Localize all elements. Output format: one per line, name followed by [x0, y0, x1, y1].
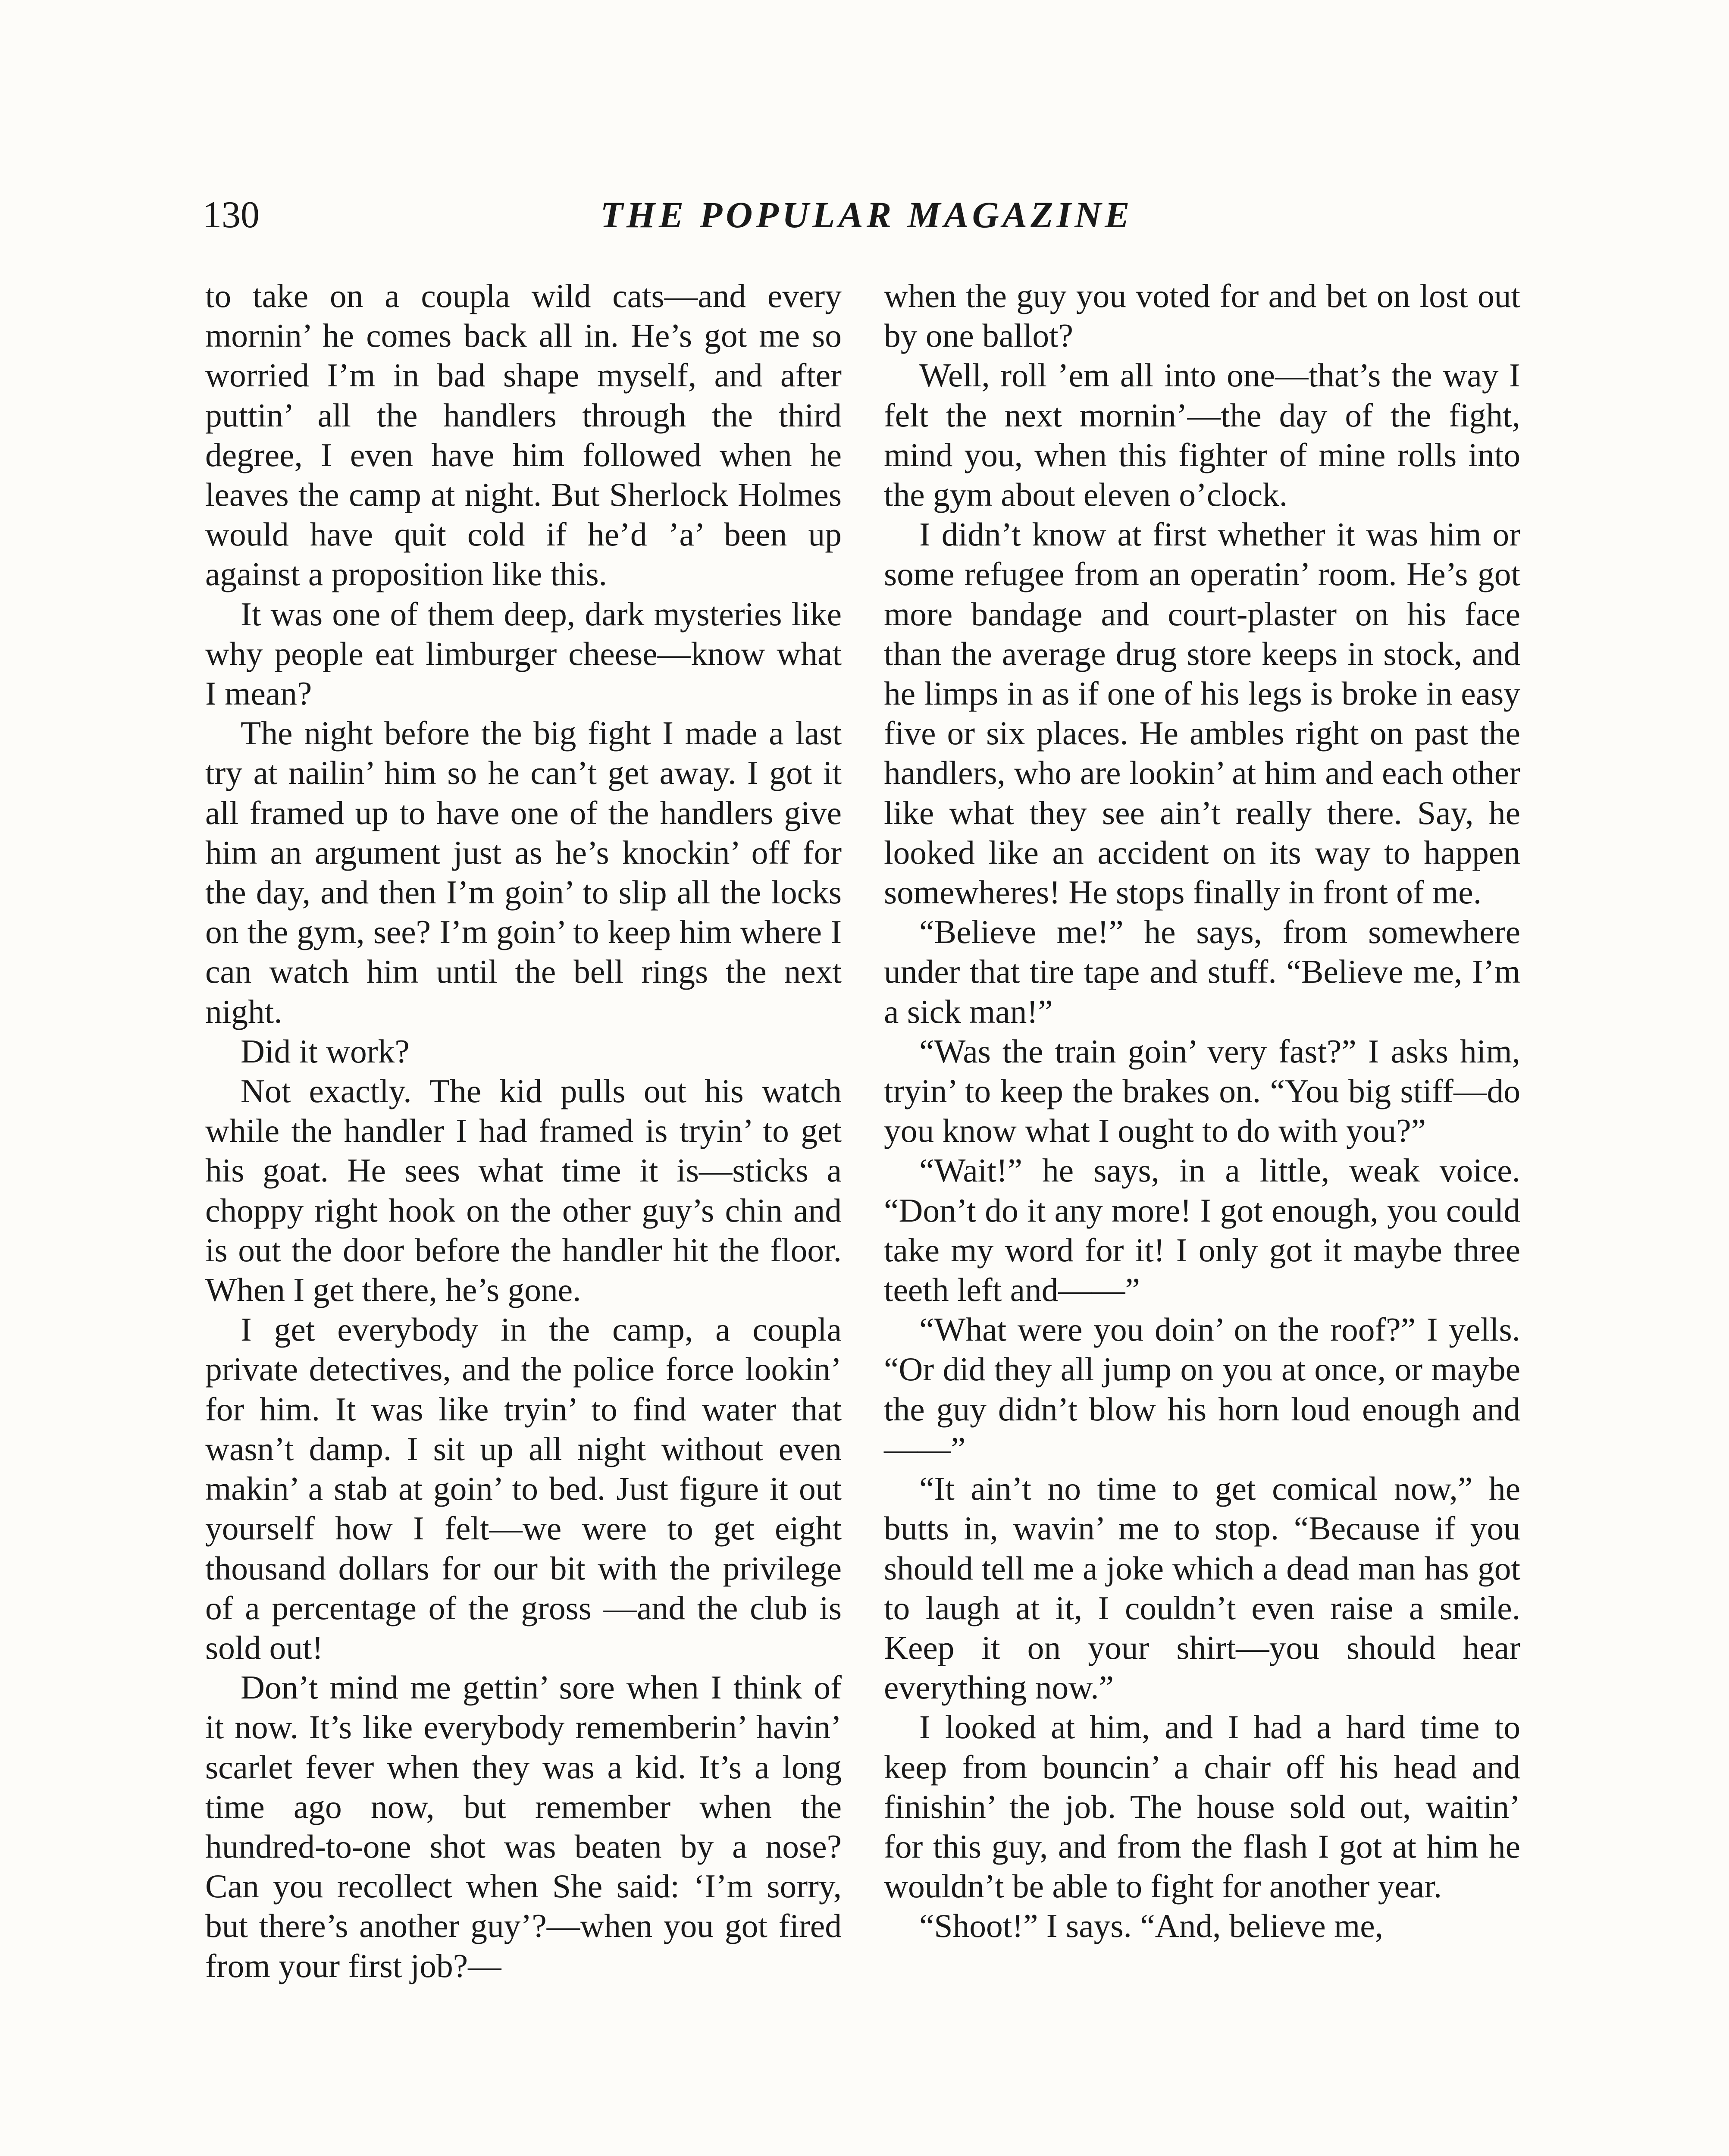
paragraph: “It ain’t no time to get comical now,” he butts in, wavin’ me to stop. “Because if you should tell me a joke which a dead man has got to laugh at it, I couldn’t even raise a smile. Keep it on your shirt—you should hear everything now.”: [884, 1470, 1520, 1706]
magazine-title: THE POPULAR MAGAZINE: [600, 194, 1133, 235]
paragraph: I didn’t know at first whether it was him or some refugee from an operatin’ room. He’s got more bandage and court-plaster on his face than the average drug store keeps in stock, and he limps in as if one of his legs is broke in easy five or six places. He ambles right on past the handlers, who are lookin’ at him and each other like what they see ain’t really there. Say, he looked like an accident on its way to happen somewheres! He stops finally in front of me.: [884, 516, 1520, 911]
paragraph: I get everybody in the camp, a coupla private detectives, and the police force lookin’ for him. It was like tryin’ to find water that wasn’t damp. I sit up all night without even makin’ a stab at goin’ to bed. Just figure it out yourself how I felt—we were to get eight thousand dollars for our bit with the privilege of a percentage of the gross —and the club is sold out!: [205, 1311, 842, 1666]
paragraph: I looked at him, and I had a hard time to keep from bouncin’ a chair off his head and finishin’ the job. The house sold out, waitin’ for this guy, and from the flash I got at him he wouldn’t be able to fight for another year.: [884, 1708, 1520, 1905]
left-column: [205, 276, 842, 1986]
paragraph: Don’t mind me gettin’ sore when I think of it now. It’s like everybody rememberin’ havin’ scarlet fever when they was a kid. It’s a long time ago now, but remember when the hundred-to-one shot was beaten by a nose? Can you recollect when She said: ‘I’m sorry, but there’s another guy’?—when you got fired from your first job?—: [205, 1669, 842, 1984]
page-number: 130: [203, 194, 260, 236]
paragraph: Not exactly. The kid pulls out his watch while the handler I had framed is tryin’ to get his goat. He sees what time it is—sticks a choppy right hook on the other guy’s chin and is out the door before the handler hit the floor. When I get there, he’s gone.: [205, 1072, 842, 1309]
paragraph: Did it work?: [241, 1032, 410, 1070]
paragraph: It was one of them deep, dark mysteries like why people eat limburger cheese—know what I mean?: [205, 595, 842, 712]
paragraph: Well, roll ’em all into one—that’s the way I felt the next mornin’—the day of the fight, mind you, when this fighter of mine rolls into the gym about eleven o’clock.: [884, 357, 1520, 514]
paragraph: “Was the train goin’ very fast?” I asks him, tryin’ to keep the brakes on. “You big stiff—do you know what I ought to do with you?”: [884, 1032, 1520, 1150]
paragraph: to take on a coupla wild cats—and every mornin’ he comes back all in. He’s got me so worried I’m in bad shape myself, and after puttin’ all the handlers through the third degree, I even have him followed when he leaves the camp at night. But Sherlock Holmes would have quit cold if he’d ’a’ been up against a proposition like this.: [205, 277, 842, 593]
paragraph: The night before the big fight I made a last try at nailin’ him so he can’t get away. I got it all framed up to have one of the handlers give him an argument just as he’s knockin’ off for the day, and then I’m goin’ to slip all the locks on the gym, see? I’m goin’ to keep him where I can watch him until the bell rings the next night.: [205, 714, 842, 1030]
paragraph: “What were you doin’ on the roof?” I yells. “Or did they all jump on you at once, or maybe the guy didn’t blow his horn loud enough and——”: [884, 1311, 1520, 1467]
paragraph: when the guy you voted for and bet on lost out by one ballot?: [884, 277, 1520, 354]
paragraph: “Wait!” he says, in a little, weak voice. “Don’t do it any more! I got enough, you could take my word for it! I only got it maybe three teeth left and——”: [884, 1152, 1520, 1309]
right-column: [884, 276, 1520, 1946]
paragraph: “Believe me!” he says, from somewhere under that tire tape and stuff. “Believe me, I’m a sick man!”: [884, 913, 1520, 1030]
paragraph: “Shoot!” I says. “And, believe me,: [919, 1907, 1384, 1945]
